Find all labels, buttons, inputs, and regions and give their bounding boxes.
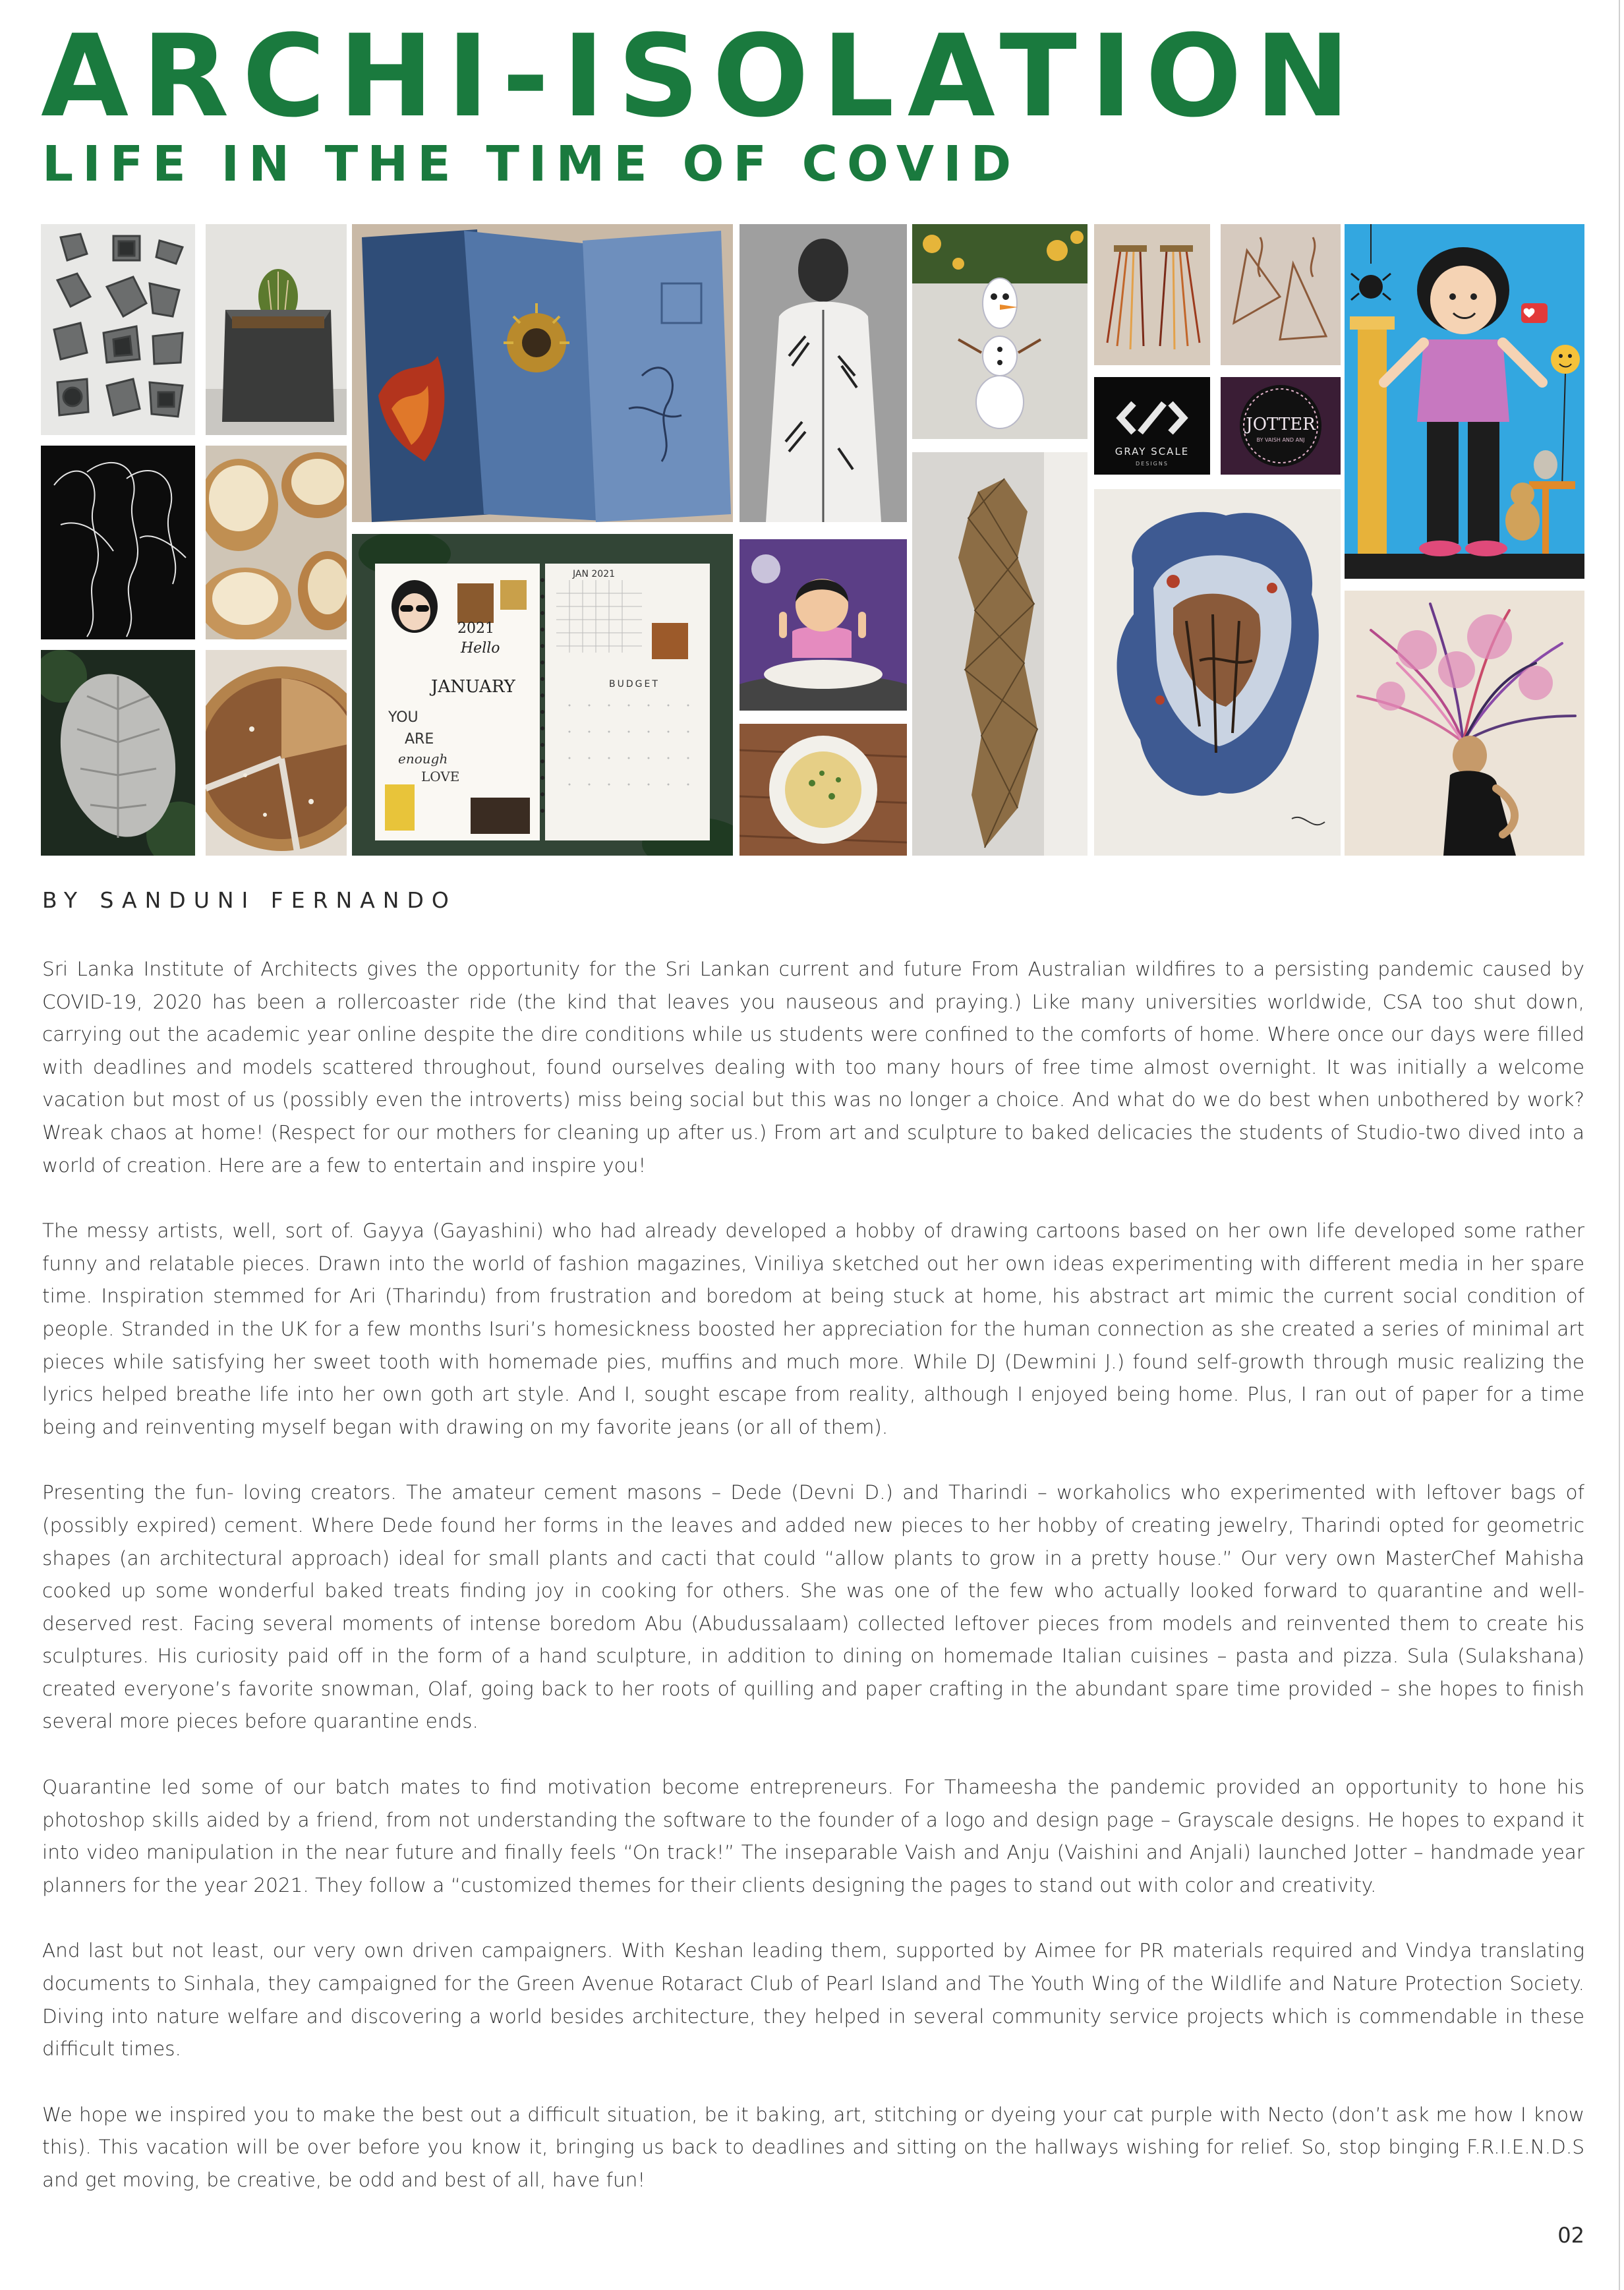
photo-wire-jewelry (1221, 224, 1341, 365)
planner-hello: Hello (461, 640, 500, 657)
jotter-logo-subtext: BY VAISH AND ANJ (1256, 437, 1305, 443)
photo-abstract-ink-painting (1094, 489, 1341, 856)
jotter-logo (1221, 377, 1341, 475)
article-body (42, 953, 1584, 2230)
article-byline: BY SANDUNI FERNANDO (42, 887, 457, 913)
photo-line-art-faces (41, 446, 195, 639)
photo-meringue-pies (206, 446, 347, 639)
photo-painted-jeans (352, 224, 733, 522)
jotter-logo-text: JOTTER (1246, 415, 1316, 434)
photo-gayya-cartoon (740, 539, 907, 711)
photo-cement-cactus-pot (206, 224, 347, 435)
planner-calendar-title: JAN 2021 (573, 569, 616, 579)
photo-gayya-self-cartoon (1345, 224, 1584, 579)
article-paragraph: And last but not least, our very own driven campaigners. With Keshan leading them, supported by Aimee for PR materials required and Vindya translating documents to Sinhala, they campaigned for the Green Avenue Rotaract Club of Pearl Island and The Youth Wing of the Wildlife and Nature Protection Society. Diving into nature welfare and discovering a world besides architecture, they helped in several community service projects which is commendable in these difficult times. (42, 1939, 1584, 2061)
magazine-subtitle: LIFE IN THE TIME OF COVID (42, 136, 1021, 192)
grayscale-logo-text: GRAY SCALE (1115, 446, 1190, 457)
photo-goth-art-drawing (740, 224, 907, 522)
page-edge-line (1619, 0, 1620, 2290)
magazine-title: ARCHI-ISOLATION (41, 10, 1364, 142)
grayscale-logo-subtext: DESIGNS (1136, 461, 1169, 467)
planner-quote-you: YOU (388, 709, 419, 726)
photo-jotter-planner (352, 534, 733, 856)
article-paragraph: Sri Lanka Institute of Architects gives the opportunity for the Sri Lankan current and future From Australian wildfires to a persisting pandemic caused by COVID-19, 2020 has been a rollercoaster ride (the kind that leaves you nauseous and praying.) Like many universities worldwide, CSA too shut down, carrying out the academic year online despite the dire conditions while us students were confined to the comforts of home. Where once our days were filled with deadlines and models scattered throughout, found ourselves dealing with too many hours of free time almost overnight. It was initially a welcome vacation but most of us (possibly even the introverts) miss being social but this was no longer a choice. And what do we do best when unbothered by work? Wreak chaos at home! (Respect for our mothers for cleaning up after us.) From art and sculpture to baked delicacies the students of Studio-two dived into a world of creation. Here are a few to entertain and inspire you! (42, 958, 1584, 1177)
photo-thread-earrings (1094, 224, 1210, 365)
article-paragraph: We hope we inspired you to make the best out a difficult situation, be it baking, art, stitching or dyeing your cat purple with Necto (don’t ask me how I know this). This vacation will be over before you know it, bringing us back to deadlines and sitting on the hallways wishing for relief. So, stop binging F.R.I.E.N.D.S and get moving, be creative, be odd and best of all, have fun! (42, 2103, 1584, 2191)
planner-month: JANUARY (431, 677, 515, 697)
page-number: 02 (1557, 2223, 1584, 2248)
article-paragraph: Quarantine led some of our batch mates to find motivation become entrepreneurs. For Thameesha the pandemic provided an opportunity to hone his photoshop skills aided by a friend, from not understanding the software to the founder of a logo and design page – Grayscale designs. He hopes to expand it into video manipulation in the near future and finally feels “On track!” The inseparable Vaish and Anju (Vaishini and Anjali) launched Jotter – handmade year planners for the year 2021. They follow a “customized themes for their clients designing the pages to stand out with color and creativity. (42, 1776, 1584, 1896)
grayscale-designs-logo (1094, 377, 1210, 475)
photo-chocolate-tart (206, 650, 347, 856)
planner-quote-are: ARE (405, 731, 434, 748)
planner-year: 2021 (457, 620, 494, 637)
article-paragraph: The messy artists, well, sort of. Gayya (Gayashini) who had already developed a hobby of drawing cartoons based on her own life developed some rather funny and relatable pieces. Drawn into the world of fashion magazines, Viniliya sketched out her own ideas experimenting with different media in her spare time. Inspiration stemmed for Ari (Tharindu) from frustration and boredom at being stuck at home, his abstract art mimic the current social condition of people. Stranded in the UK for a few months Isuri’s homesickness boosted her appreciation for the human connection as she created a series of minimal art pieces while satisfying her sweet tooth with homemade pies, muffins and much more. While DJ (Dewmini J.) found self-growth through music realizing the lyrics helped breathe life into her own goth art style. And I, sought escape from reality, although I enjoyed being home. Plus, I ran out of paper for a time being and reinventing myself began with drawing on my favorite jeans (or all of them). (42, 1219, 1584, 1438)
photo-olaf-quilling (912, 224, 1088, 439)
article-paragraph: Presenting the fun- loving creators. The amateur cement masons – Dede (Devni D.) and Tharindi – workaholics who experimented with leftover bags of (possibly expired) cement. Where Dede found her forms in the leaves and added new pieces to her hobby of creating jewelry, Tharindi opted for geometric shapes (an architectural approach) ideal for small plants and cacti that could “allow plants to grow in a pretty house.” Our very own MasterChef Mahisha cooked up some wonderful baked treats finding joy in cooking for others. She was one of the few who actually looked forward to quarantine and well-deserved rest. Facing several moments of intense boredom Abu (Abudussalaam) collected leftover pieces from models and reinvented them to create his sculptures. His curiosity paid off in the form of a hand sculpture, in addition to dining on homemade Italian cuisines – pasta and pizza. Sula (Sulakshana) created everyone’s favorite snowman, Olaf, going back to her roots of quilling and paper crafting in the abundant spare time provided – she hopes to finish several more pieces before quarantine ends. (42, 1481, 1584, 1733)
photo-paper-hand-sculpture (912, 452, 1088, 856)
photo-geometric-cement-pots (41, 224, 195, 435)
photo-cement-leaf-tray (41, 650, 195, 856)
photo-hair-explosion-painting (1345, 591, 1584, 856)
planner-quote-love: LOVE (421, 769, 460, 784)
photo-homemade-pasta (740, 724, 907, 856)
planner-quote-enough: enough (398, 751, 448, 767)
planner-budget: BUDGET (609, 679, 660, 690)
